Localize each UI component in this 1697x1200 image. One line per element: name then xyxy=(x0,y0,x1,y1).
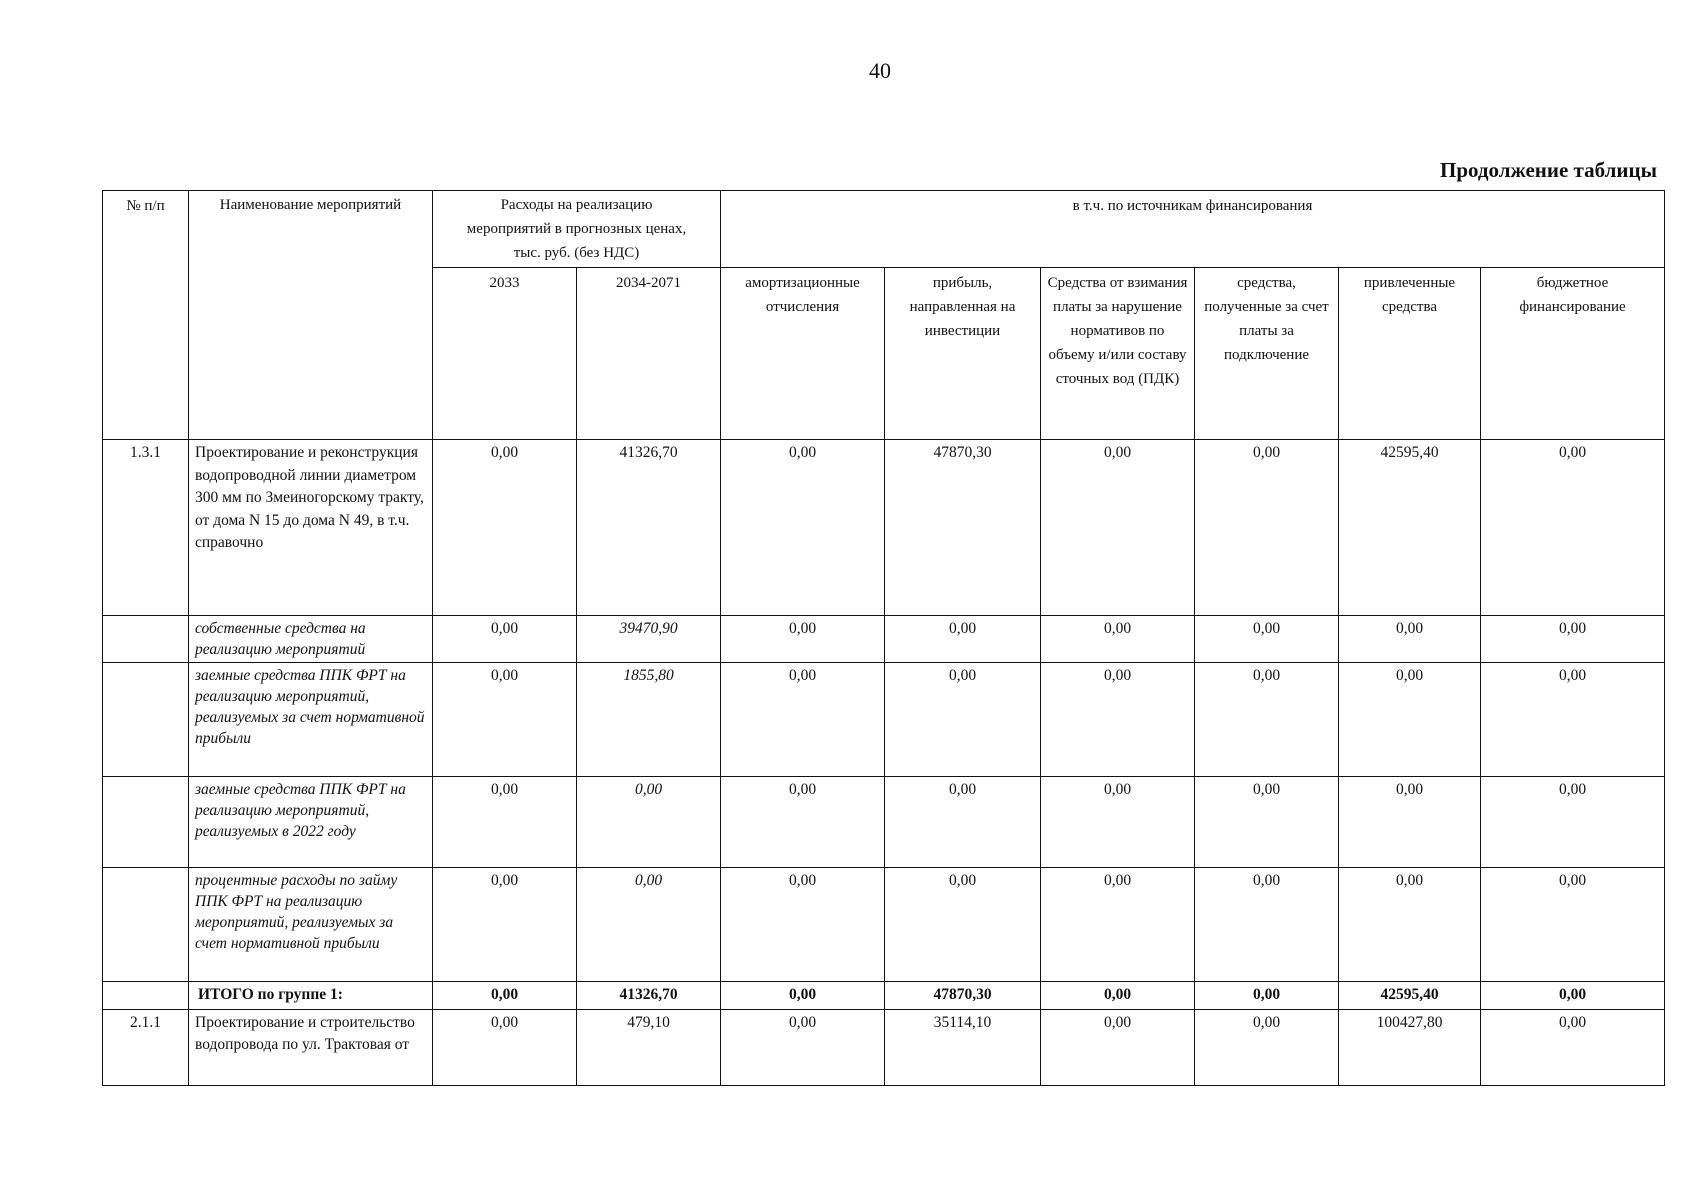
row-name: ИТОГО по группе 1: xyxy=(189,982,433,1010)
cell-amortization: 0,00 xyxy=(721,1009,885,1085)
cell-pdk: 0,00 xyxy=(1041,868,1195,982)
cell-attracted: 0,00 xyxy=(1339,663,1481,777)
cell-connection: 0,00 xyxy=(1195,868,1339,982)
cell-budget: 0,00 xyxy=(1481,440,1665,616)
row-num: 2.1.1 xyxy=(103,1009,189,1085)
table-row xyxy=(103,616,1665,663)
row-num xyxy=(103,982,189,1010)
cell-pdk: 0,00 xyxy=(1041,440,1195,616)
row-num xyxy=(103,663,189,777)
cell-budget: 0,00 xyxy=(1481,982,1665,1010)
cell-profit: 0,00 xyxy=(885,663,1041,777)
header-pdk: Средства от взимания платы за нарушение нормативов по объему и/или составу сточных вод (ПДК) xyxy=(1041,268,1195,440)
row-name: Проектирование и строительство водопровода по ул. Трактовая от xyxy=(189,1009,433,1085)
row-num xyxy=(103,616,189,663)
row-name: Проектирование и реконструкция водопроводной линии диаметром 300 мм по Змеиногорскому тракту, от дома N 15 до дома N 49, в т.ч. справочно xyxy=(189,440,433,616)
cell-connection: 0,00 xyxy=(1195,616,1339,663)
cell-connection: 0,00 xyxy=(1195,777,1339,868)
cell-2033: 0,00 xyxy=(433,616,577,663)
cell-budget: 0,00 xyxy=(1481,777,1665,868)
row-num xyxy=(103,868,189,982)
row-name: заемные средства ППК ФРТ на реализацию мероприятий, реализуемых за счет нормативной прибыли xyxy=(189,663,433,777)
cell-profit: 35114,10 xyxy=(885,1009,1041,1085)
cell-attracted: 0,00 xyxy=(1339,616,1481,663)
cell-2034-2071: 479,10 xyxy=(577,1009,721,1085)
cell-amortization: 0,00 xyxy=(721,982,885,1010)
row-num xyxy=(103,777,189,868)
cell-attracted: 0,00 xyxy=(1339,777,1481,868)
cell-budget: 0,00 xyxy=(1481,663,1665,777)
cell-connection: 0,00 xyxy=(1195,1009,1339,1085)
cell-pdk: 0,00 xyxy=(1041,777,1195,868)
continuation-label: Продолжение таблицы xyxy=(1439,158,1657,182)
header-amortization: амортизационные отчисления xyxy=(721,268,885,440)
header-num: № п/п xyxy=(103,191,189,440)
cell-amortization: 0,00 xyxy=(721,616,885,663)
cell-pdk: 0,00 xyxy=(1041,982,1195,1010)
cell-attracted: 0,00 xyxy=(1339,868,1481,982)
cell-connection: 0,00 xyxy=(1195,440,1339,616)
cell-attracted: 100427,80 xyxy=(1339,1009,1481,1085)
table-row xyxy=(103,1009,1665,1085)
cell-amortization: 0,00 xyxy=(721,777,885,868)
header-2033: 2033 xyxy=(433,268,577,440)
header-connection: средства, полученные за счет платы за подключение xyxy=(1195,268,1339,440)
cell-budget: 0,00 xyxy=(1481,616,1665,663)
row-name: заемные средства ППК ФРТ на реализацию мероприятий, реализуемых в 2022 году xyxy=(189,777,433,868)
table-row xyxy=(103,868,1665,982)
cell-profit: 0,00 xyxy=(885,616,1041,663)
cell-amortization: 0,00 xyxy=(721,663,885,777)
cell-2033: 0,00 xyxy=(433,663,577,777)
cell-2034-2071: 41326,70 xyxy=(577,982,721,1010)
cell-2033: 0,00 xyxy=(433,777,577,868)
table-row xyxy=(103,777,1665,868)
cell-attracted: 42595,40 xyxy=(1339,982,1481,1010)
cell-2033: 0,00 xyxy=(433,868,577,982)
cell-pdk: 0,00 xyxy=(1041,1009,1195,1085)
page-number: 40 xyxy=(869,58,891,83)
row-num: 1.3.1 xyxy=(103,440,189,616)
cell-2034-2071: 0,00 xyxy=(577,868,721,982)
cell-connection: 0,00 xyxy=(1195,982,1339,1010)
cell-budget: 0,00 xyxy=(1481,868,1665,982)
row-name: процентные расходы по займу ППК ФРТ на реализацию мероприятий, реализуемых за счет нормативной прибыли xyxy=(189,868,433,982)
header-budget: бюджетное финансирование xyxy=(1481,268,1665,440)
header-2034-2071: 2034-2071 xyxy=(577,268,721,440)
cell-connection: 0,00 xyxy=(1195,663,1339,777)
header-sources: в т.ч. по источникам финансирования xyxy=(721,191,1665,268)
header-expenses: Расходы на реализацию мероприятий в прогнозных ценах, тыс. руб. (без НДС) xyxy=(433,191,721,268)
cell-profit: 47870,30 xyxy=(885,440,1041,616)
header-attracted: привлеченные средства xyxy=(1339,268,1481,440)
cell-2033: 0,00 xyxy=(433,440,577,616)
cell-2034-2071: 1855,80 xyxy=(577,663,721,777)
cell-2034-2071: 0,00 xyxy=(577,777,721,868)
cell-2034-2071: 39470,90 xyxy=(577,616,721,663)
cell-2033: 0,00 xyxy=(433,982,577,1010)
cell-profit: 0,00 xyxy=(885,777,1041,868)
cell-2033: 0,00 xyxy=(433,1009,577,1085)
row-name: собственные средства на реализацию мероприятий xyxy=(189,616,433,663)
table-row xyxy=(103,663,1665,777)
financing-table xyxy=(102,190,1665,1086)
cell-amortization: 0,00 xyxy=(721,868,885,982)
table-row xyxy=(103,440,1665,616)
header-profit: прибыль, направленная на инвестиции xyxy=(885,268,1041,440)
cell-profit: 0,00 xyxy=(885,868,1041,982)
cell-pdk: 0,00 xyxy=(1041,616,1195,663)
cell-profit: 47870,30 xyxy=(885,982,1041,1010)
header-row-1 xyxy=(103,191,1665,268)
cell-amortization: 0,00 xyxy=(721,440,885,616)
cell-pdk: 0,00 xyxy=(1041,663,1195,777)
cell-attracted: 42595,40 xyxy=(1339,440,1481,616)
total-row xyxy=(103,982,1665,1010)
cell-2034-2071: 41326,70 xyxy=(577,440,721,616)
cell-budget: 0,00 xyxy=(1481,1009,1665,1085)
header-name: Наименование мероприятий xyxy=(189,191,433,440)
